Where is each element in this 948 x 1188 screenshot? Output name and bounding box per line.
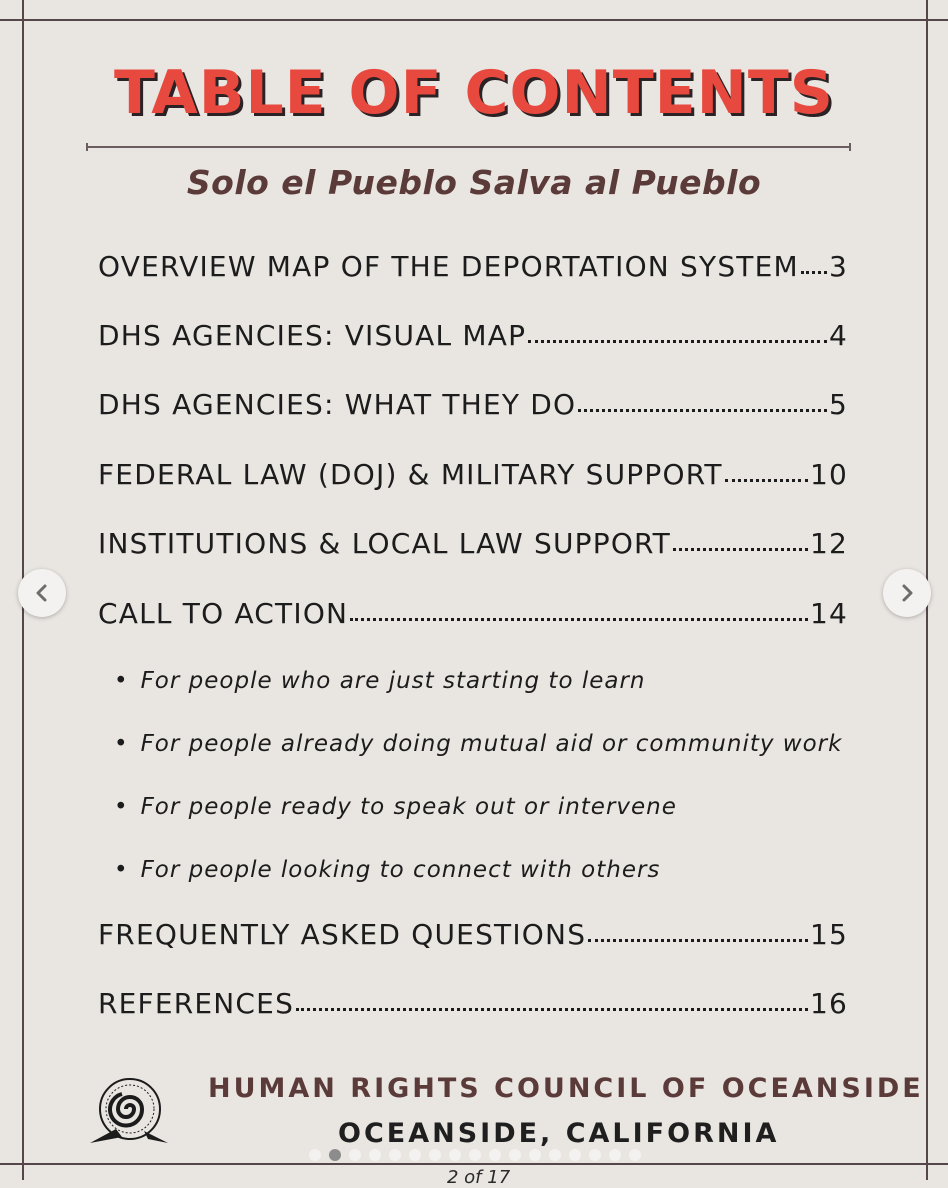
toc-entry bbox=[98, 388, 848, 428]
list-item bbox=[114, 794, 677, 820]
carousel-dot[interactable] bbox=[389, 1149, 401, 1161]
chevron-left-icon bbox=[32, 583, 52, 603]
carousel-dot[interactable] bbox=[429, 1149, 441, 1161]
frame-bottom-line bbox=[0, 1163, 948, 1165]
toc-leader-dots bbox=[578, 409, 827, 412]
list-item bbox=[114, 668, 646, 694]
bullet-icon: • bbox=[114, 668, 129, 694]
carousel-dot[interactable] bbox=[529, 1149, 541, 1161]
toc-entry-label: INSTITUTIONS & LOCAL LAW SUPPORT bbox=[98, 527, 671, 560]
toc-leader-dots bbox=[296, 1008, 808, 1011]
carousel-dot[interactable] bbox=[569, 1149, 581, 1161]
toc-entry-page: 5 bbox=[828, 388, 848, 421]
org-logo-icon bbox=[86, 1073, 170, 1149]
title-divider bbox=[86, 146, 851, 148]
carousel-dot[interactable] bbox=[609, 1149, 621, 1161]
toc-entry bbox=[98, 918, 848, 958]
toc-entry-page: 15 bbox=[809, 918, 848, 951]
toc-entry-page: 12 bbox=[809, 527, 848, 560]
toc-entry bbox=[98, 527, 848, 567]
toc-entry bbox=[98, 250, 848, 290]
toc-entry-label: OVERVIEW MAP OF THE DEPORTATION SYSTEM bbox=[98, 250, 799, 283]
page-subtitle: Solo el Pueblo Salva al Pueblo bbox=[186, 163, 762, 202]
org-location: OCEANSIDE, CALIFORNIA bbox=[338, 1118, 780, 1149]
toc-leader-dots bbox=[725, 479, 808, 482]
frame-top-line bbox=[0, 19, 948, 21]
toc-leader-dots bbox=[350, 618, 808, 621]
carousel-dot[interactable] bbox=[589, 1149, 601, 1161]
list-item-text: For people looking to connect with others bbox=[140, 857, 661, 883]
toc-entry-label: DHS AGENCIES: WHAT THEY DO bbox=[98, 388, 577, 421]
toc-entry-label: REFERENCES bbox=[98, 987, 295, 1020]
toc-leader-dots bbox=[588, 939, 808, 942]
org-name: HUMAN RIGHTS COUNCIL OF OCEANSIDE bbox=[208, 1073, 924, 1104]
list-item bbox=[114, 731, 842, 757]
carousel-dot[interactable] bbox=[509, 1149, 521, 1161]
toc-entry-label: CALL TO ACTION bbox=[98, 597, 349, 630]
toc-entry-page: 4 bbox=[828, 319, 848, 352]
toc-entry bbox=[98, 597, 848, 637]
bullet-icon: • bbox=[114, 794, 129, 820]
carousel-dot[interactable] bbox=[489, 1149, 501, 1161]
toc-entry-page: 3 bbox=[828, 250, 848, 283]
toc-entry-label: DHS AGENCIES: VISUAL MAP bbox=[98, 319, 527, 352]
toc-leader-dots bbox=[673, 548, 808, 551]
page-title: TABLE OF CONTENTS bbox=[114, 58, 834, 128]
carousel-dot[interactable] bbox=[469, 1149, 481, 1161]
toc-entry-page: 16 bbox=[809, 987, 848, 1020]
toc-leader-dots bbox=[801, 271, 827, 274]
list-item-text: For people ready to speak out or intervene bbox=[140, 794, 677, 820]
toc-entry bbox=[98, 319, 848, 359]
carousel-indicator bbox=[309, 1149, 641, 1161]
carousel-dot[interactable] bbox=[309, 1149, 321, 1161]
toc-entry-page: 14 bbox=[809, 597, 848, 630]
carousel-dot[interactable] bbox=[629, 1149, 641, 1161]
toc-leader-dots bbox=[528, 340, 827, 343]
list-item-text: For people already doing mutual aid or community work bbox=[140, 731, 843, 757]
chevron-right-icon bbox=[897, 583, 917, 603]
list-item-text: For people who are just starting to learn bbox=[140, 668, 646, 694]
toc-entry bbox=[98, 987, 848, 1027]
previous-slide-button[interactable] bbox=[18, 569, 66, 617]
bullet-icon: • bbox=[114, 857, 129, 883]
carousel-dot[interactable] bbox=[409, 1149, 421, 1161]
carousel-dot[interactable] bbox=[549, 1149, 561, 1161]
next-slide-button[interactable] bbox=[883, 569, 931, 617]
carousel-dot[interactable] bbox=[449, 1149, 461, 1161]
toc-entry-page: 10 bbox=[809, 458, 848, 491]
toc-entry-label: FEDERAL LAW (DOJ) & MILITARY SUPPORT bbox=[98, 458, 723, 491]
toc-entry-label: FREQUENTLY ASKED QUESTIONS bbox=[98, 918, 587, 951]
page-indicator: 2 of 17 bbox=[447, 1167, 511, 1188]
carousel-dot[interactable] bbox=[329, 1149, 341, 1161]
bullet-icon: • bbox=[114, 731, 129, 757]
list-item bbox=[114, 857, 660, 883]
carousel-dot[interactable] bbox=[369, 1149, 381, 1161]
carousel-dot[interactable] bbox=[349, 1149, 361, 1161]
toc-entry bbox=[98, 458, 848, 498]
